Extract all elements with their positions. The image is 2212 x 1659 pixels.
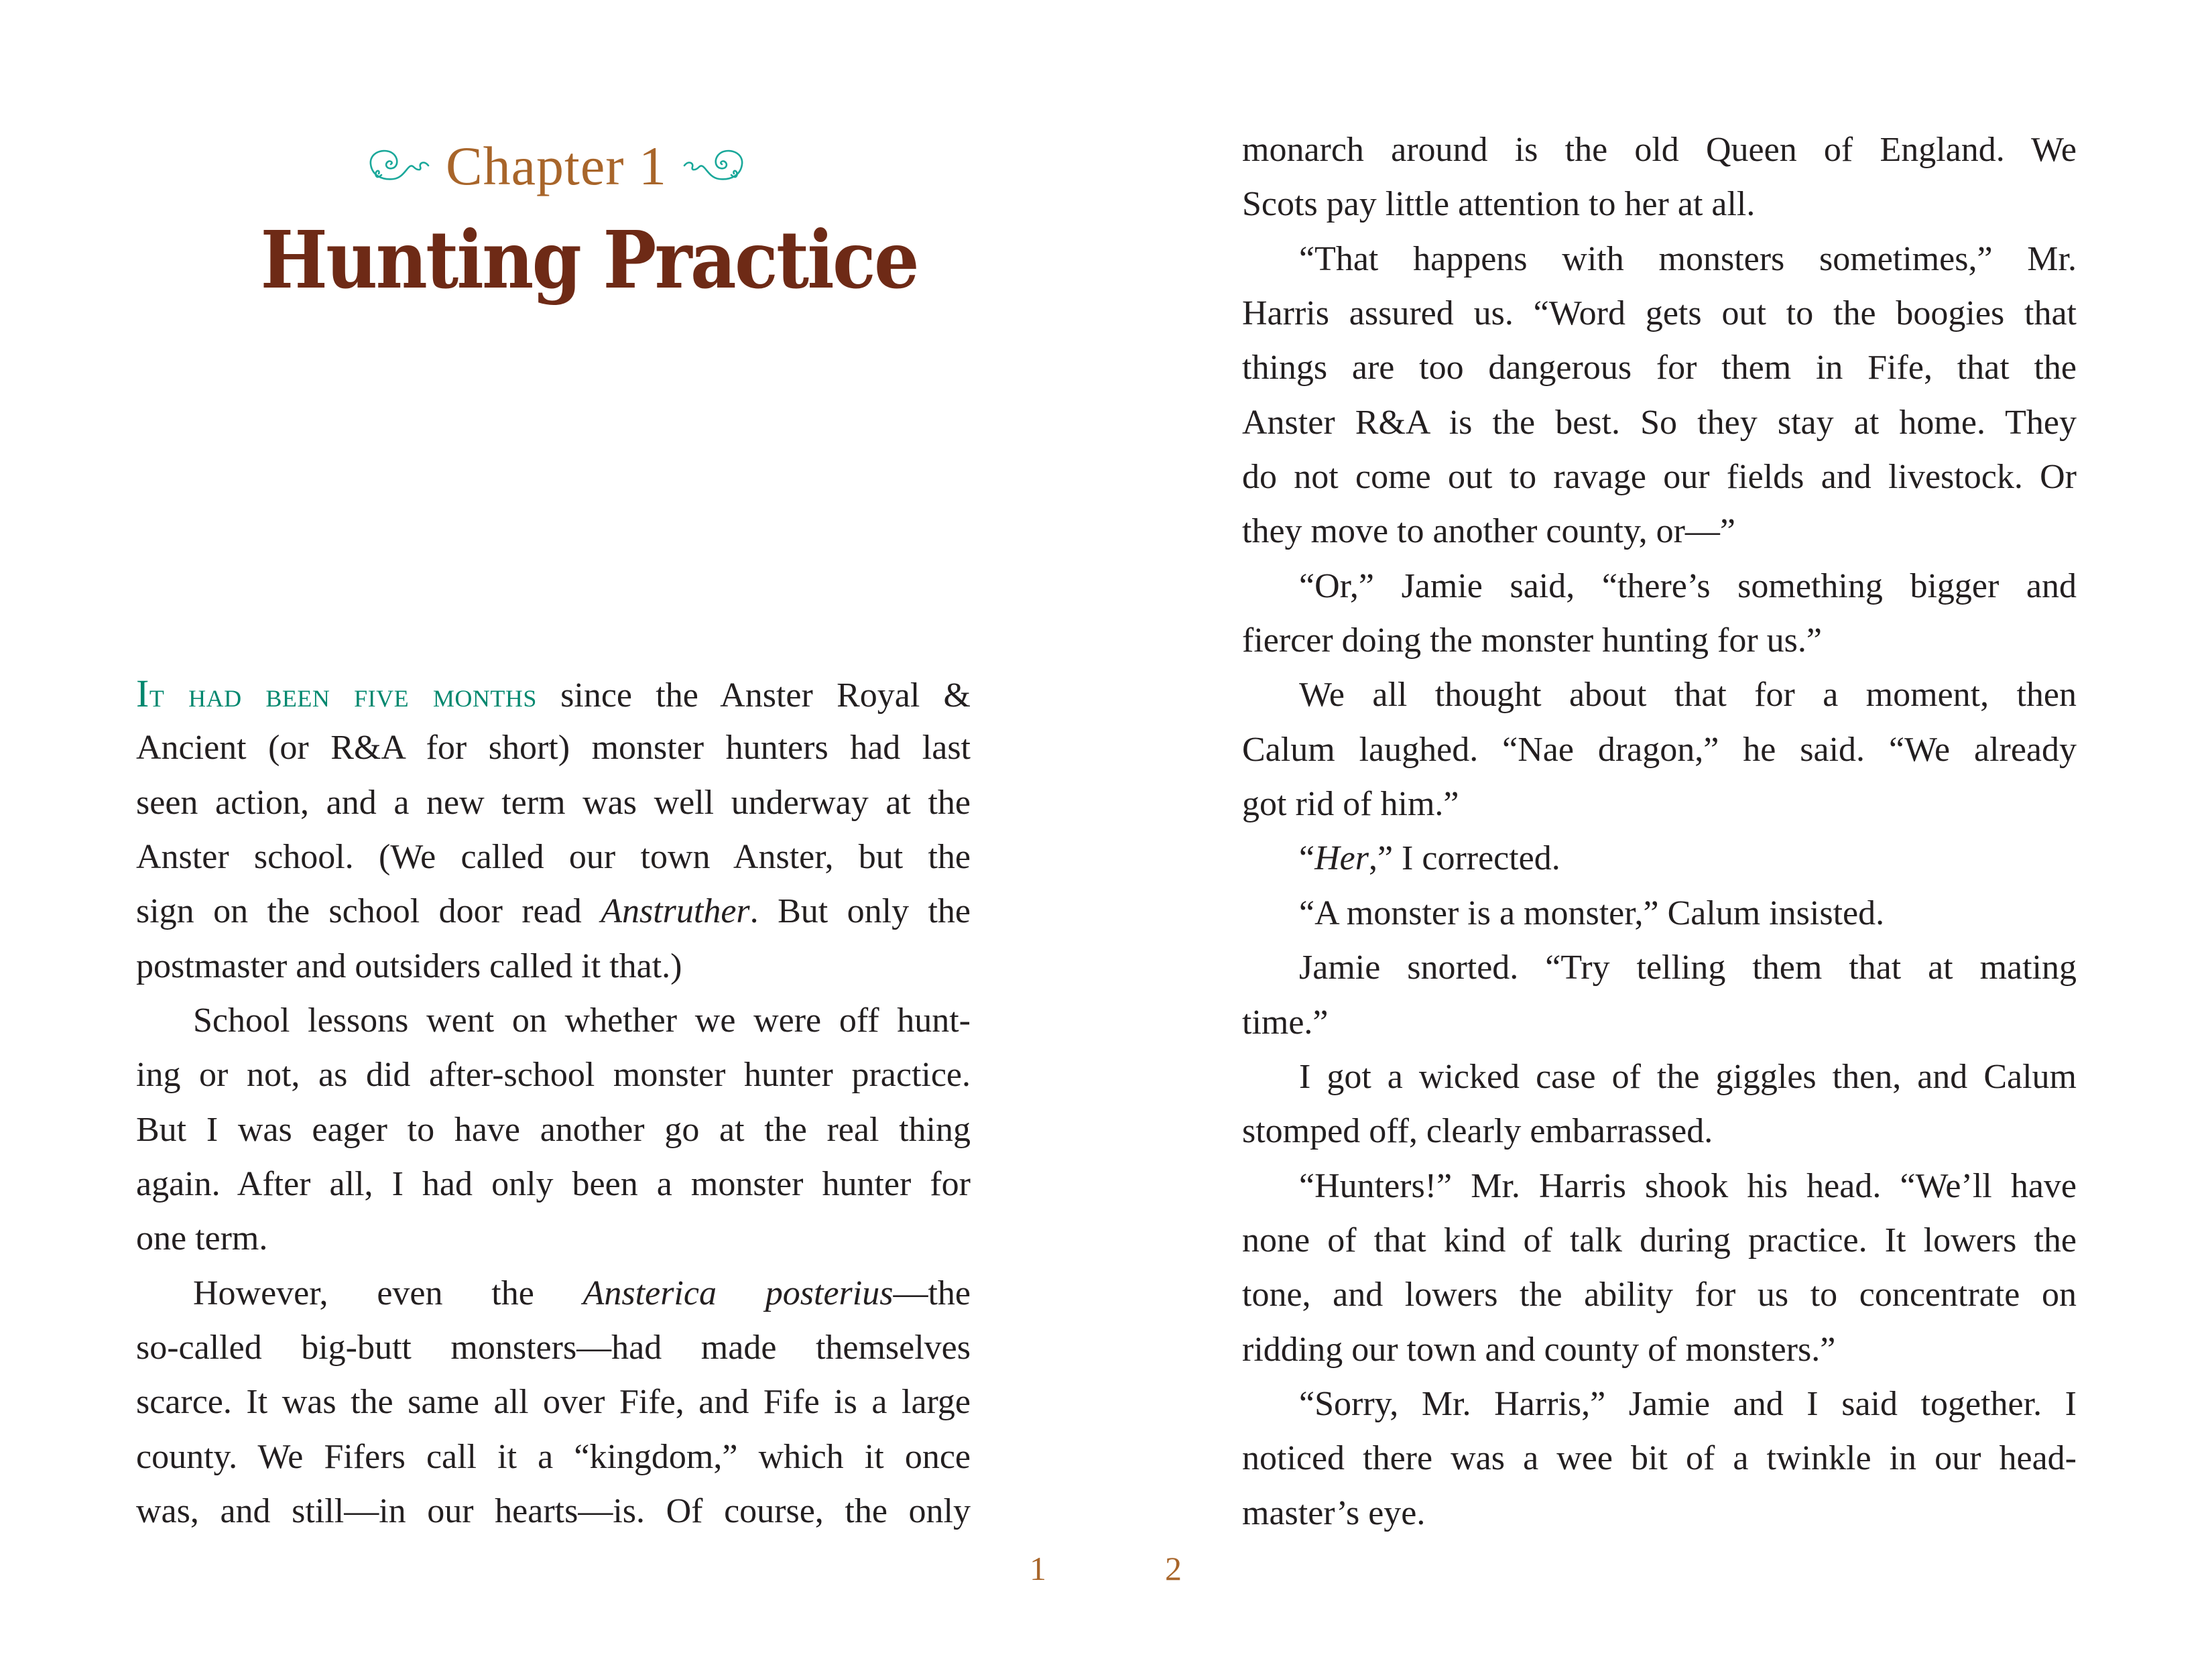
text-line: Scots pay little attention to her at all. [1242,185,1756,224]
line-text: since the Anster Royal & [536,676,971,715]
swirl-ornament-right-icon [682,145,746,184]
text-line: monarch around is the old Queen of England. We [1242,131,2077,169]
text-line: “That happens with monsters sometimes,” Mr. [1299,239,2077,278]
text-line: Anster school. (We called our town Anster, but the [136,838,971,877]
line-text: “ [1299,839,1315,878]
swirl-ornament-left-icon [367,145,431,184]
text-line: “Hunters!” Mr. Harris shook his head. “We’ll have [1299,1166,2077,1205]
text-line: got rid of him.” [1242,785,1459,824]
italic-word: Anstruther [601,892,750,931]
text-line: seen action, and a new term was well underway at the [136,783,971,822]
text-line: Ancient (or R&A for short) monster hunters had last [136,729,971,767]
text-line: so-called big-butt monsters—had made themselves [136,1329,971,1367]
text-line: ing or not, as did after-school monster hunter practice. [136,1056,971,1095]
text-line: postmaster and outsiders called it that.) [136,946,682,985]
lead-in-text: t had been five months [149,676,537,715]
text-line: But I was eager to have another go at the real thing [136,1110,971,1149]
page-number: 1 [1030,1550,1046,1587]
text-line: master’s eye. [1242,1493,1426,1532]
text-line [1242,831,2077,885]
text-line: things are too dangerous for them in Fife, that the [1242,349,2077,387]
text-line: ridding our town and county of monsters.” [1242,1330,1836,1369]
text-line: county. We Fifers call it a “kingdom,” which it once [136,1437,971,1476]
right-page-body [1242,123,2077,1540]
text-line: We all thought about that for a moment, then [1299,676,2077,715]
line-text: ,” I corrected. [1368,839,1560,878]
left-page-body [136,666,971,1539]
lead-in-smallcaps [136,672,537,715]
chapter-title: Hunting Practice [260,213,918,306]
text-line: Harris assured us. “Word gets out to the boogies that [1242,294,2077,333]
line-text: However, even the [193,1274,583,1312]
text-line: was, and still—in our hearts—is. Of course, the only [136,1492,971,1531]
text-line: fiercer doing the monster hunting for us.” [1242,621,1822,660]
line-text: —the [893,1274,971,1312]
italic-phrase: Ansterica posterius [582,1274,894,1312]
page-number: 2 [1165,1550,1182,1587]
text-line [136,884,971,938]
text-line: one term. [136,1219,268,1258]
chapter-heading [355,131,757,198]
text-line: tone, and lowers the ability for us to concentrate on [1242,1276,2077,1314]
text-line: again. After all, I had only been a monster hunter for [136,1165,971,1204]
text-line [136,666,971,721]
text-line: Anster R&A is the best. So they stay at home. They [1242,403,2077,442]
text-line: they move to another county, or—” [1242,512,1735,551]
text-line: scarce. It was the same all over Fife, and Fife is a large [136,1383,971,1422]
text-line: stomped off, clearly embarrassed. [1242,1112,1713,1151]
italic-word: Her [1314,839,1369,878]
text-line: do not come out to ravage our fields and livestock. Or [1242,458,2077,497]
text-line: time.” [1242,1003,1329,1042]
line-text: . But only the [749,892,971,931]
line-text: sign on the school door read [136,892,601,931]
text-line: none of that kind of talk during practice. It lowers the [1242,1221,2077,1259]
text-line: Calum laughed. “Nae dragon,” he said. “We already [1242,730,2077,769]
text-line [136,1266,971,1320]
text-line: “Or,” Jamie said, “there’s something bigger and [1299,566,2077,605]
text-line: Jamie snorted. “Try telling them that at mating [1299,948,2077,987]
text-line: School lessons went on whether we were off hunt- [193,1001,971,1040]
text-line: I got a wicked case of the giggles then, and Calum [1299,1057,2077,1096]
text-line: “A monster is a monster,” Calum insisted. [1299,894,1885,932]
chapter-label: Chapter 1 [445,135,668,196]
text-line: noticed there was a wee bit of a twinkle in our head- [1242,1439,2077,1478]
text-line: “Sorry, Mr. Harris,” Jamie and I said together. I [1299,1384,2077,1423]
lead-in-initial: I [136,672,149,715]
right-page [1106,0,2212,1659]
